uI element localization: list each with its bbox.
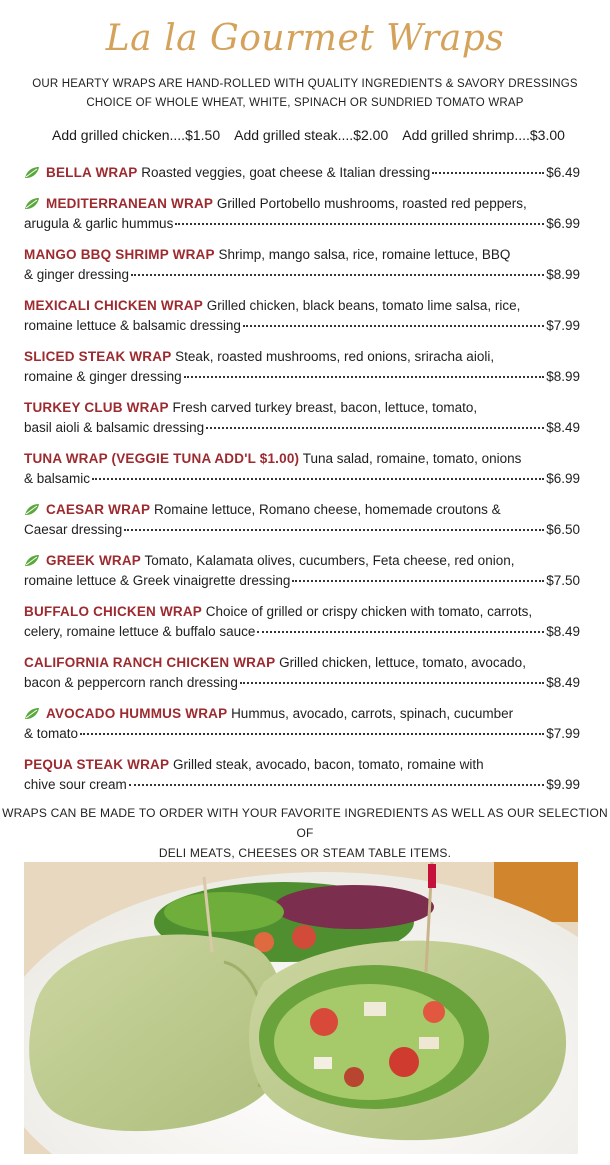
menu-item-price: $6.50 — [546, 522, 580, 537]
menu-item-desc-2: Caesar dressing — [24, 522, 123, 537]
menu-item — [24, 163, 580, 183]
menu-item-name: SLICED STEAK WRAP — [24, 349, 172, 364]
menu-item — [24, 602, 580, 642]
menu-item-desc-2: romaine lettuce & Greek vinaigrette dressing — [24, 573, 291, 588]
menu-item-desc-2: celery, romaine lettuce & buffalo sauce — [24, 624, 256, 639]
intro-line-2: CHOICE OF WHOLE WHEAT, WHITE, SPINACH OR SUNDRIED TOMATO WRAP — [86, 97, 524, 109]
wrap-photo-illustration — [24, 862, 578, 1154]
intro-text — [0, 75, 610, 113]
menu-item-desc-1: Grilled chicken, black beans, tomato lime salsa, rice, — [206, 298, 521, 313]
dot-leader — [124, 529, 544, 531]
menu-item-desc-1: Shrimp, mango salsa, rice, romaine lettuce, BBQ — [218, 247, 511, 262]
vegetarian-leaf-icon — [24, 503, 40, 516]
menu-item-name: MANGO BBQ SHRIMP WRAP — [24, 247, 215, 262]
menu-item — [24, 245, 580, 285]
menu-item-desc-1: Choice of grilled or crispy chicken with tomato, carrots, — [205, 604, 533, 619]
menu-item-desc-2: romaine lettuce & balsamic dressing — [24, 318, 241, 333]
menu-item-price: $8.99 — [546, 369, 580, 384]
menu-item-name: BELLA WRAP — [46, 165, 138, 180]
menu-item — [24, 347, 580, 387]
footer-line-2: DELI MEATS, CHEESES OR STEAM TABLE ITEMS. — [158, 846, 452, 860]
menu-item-price: $6.99 — [546, 216, 580, 231]
menu-item — [24, 296, 580, 336]
menu-item — [24, 500, 580, 540]
menu-item-price: $7.99 — [546, 726, 580, 741]
menu-item-name: TURKEY CLUB WRAP — [24, 400, 169, 415]
menu-item-name: AVOCADO HUMMUS WRAP — [46, 706, 228, 721]
menu-item-price: $7.99 — [546, 318, 580, 333]
menu-title: La la Gourmet Wraps — [105, 18, 505, 59]
menu-item-desc-2: & balsamic — [24, 471, 91, 486]
footer-line-1: WRAPS CAN BE MADE TO ORDER WITH YOUR FAVORITE INGREDIENTS AS WELL AS OUR SELECTION OF — [2, 806, 608, 840]
menu-item-price: $9.99 — [546, 777, 580, 792]
menu-item-price: $8.49 — [546, 624, 580, 639]
vegetarian-leaf-icon — [24, 166, 40, 179]
menu-item-desc-1: Tomato, Kalamata olives, cucumbers, Feta cheese, red onion, — [144, 553, 515, 568]
menu-item-price: $8.49 — [546, 675, 580, 690]
intro-line-1: OUR HEARTY WRAPS ARE HAND-ROLLED WITH QUALITY INGREDIENTS & SAVORY DRESSINGS — [32, 78, 578, 90]
addon-price: $1.50 — [185, 127, 221, 143]
wrap-photo — [24, 862, 578, 1154]
menu-item-desc-1: Tuna salad, romaine, tomato, onions — [302, 451, 522, 466]
vegetarian-leaf-icon — [24, 554, 40, 567]
dot-leader — [80, 733, 544, 735]
menu-item — [24, 704, 580, 744]
addon-price: $2.00 — [353, 127, 389, 143]
menu-item-desc-2: arugula & garlic hummus — [24, 216, 174, 231]
addon-label: Add grilled chicken — [52, 127, 170, 143]
dot-leader — [292, 580, 544, 582]
menu-item — [24, 653, 580, 693]
menu-list — [24, 163, 580, 806]
menu-item-desc-1: Hummus, avocado, carrots, spinach, cucumber — [231, 706, 514, 721]
vegetarian-leaf-icon — [24, 707, 40, 720]
menu-item-name: CALIFORNIA RANCH CHICKEN WRAP — [24, 655, 276, 670]
menu-item-desc-1: Romaine lettuce, Romano cheese, homemade croutons & — [153, 502, 501, 517]
menu-item — [24, 449, 580, 489]
addons-row — [52, 127, 579, 143]
menu-item-desc-2: romaine & ginger dressing — [24, 369, 182, 384]
addon-price: $3.00 — [529, 127, 565, 143]
menu-item-name: MEXICALI CHICKEN WRAP — [24, 298, 203, 313]
menu-item-price: $8.49 — [546, 420, 580, 435]
addon-0: Add grilled chicken....$1.50 — [52, 127, 221, 143]
vegetarian-leaf-icon — [24, 197, 40, 210]
addon-2: Add grilled shrimp....$3.00 — [402, 127, 565, 143]
dot-leader — [243, 325, 544, 327]
menu-item-desc-1: Steak, roasted mushrooms, red onions, sriracha aioli, — [175, 349, 495, 364]
menu-item-price: $6.99 — [546, 471, 580, 486]
menu-item-desc-1: Fresh carved turkey breast, bacon, lettuce, tomato, — [172, 400, 478, 415]
menu-item-desc-2: & ginger dressing — [24, 267, 130, 282]
menu-item-name: BUFFALO CHICKEN WRAP — [24, 604, 202, 619]
menu-item-desc-2: basil aioli & balsamic dressing — [24, 420, 205, 435]
menu-item-price: $8.99 — [546, 267, 580, 282]
menu-item — [24, 398, 580, 438]
dot-leader — [257, 631, 544, 633]
dot-leader — [131, 274, 544, 276]
footer-note — [0, 803, 610, 863]
menu-item-price: $7.50 — [546, 573, 580, 588]
dot-leader — [206, 427, 544, 429]
addon-1: Add grilled steak....$2.00 — [234, 127, 389, 143]
menu-item — [24, 551, 580, 591]
dot-leader — [129, 784, 544, 786]
menu-item-desc-2: bacon & peppercorn ranch dressing — [24, 675, 238, 690]
dot-leader — [240, 682, 544, 684]
menu-item-name: MEDITERRANEAN WRAP — [46, 196, 214, 211]
addon-label: Add grilled shrimp — [402, 127, 515, 143]
menu-item-name: CAESAR WRAP — [46, 502, 151, 517]
menu-item — [24, 194, 580, 234]
addon-label: Add grilled steak — [234, 127, 338, 143]
menu-item-desc-1: Grilled steak, avocado, bacon, tomato, romaine with — [172, 757, 484, 772]
menu-item-desc-2: & tomato — [24, 726, 79, 741]
menu-item-desc-1: Roasted veggies, goat cheese & Italian dressing — [141, 165, 431, 180]
menu-item-price: $6.49 — [546, 165, 580, 180]
menu-item-name: PEQUA STEAK WRAP — [24, 757, 170, 772]
menu-item-desc-2: chive sour cream — [24, 777, 127, 792]
menu-item-name: GREEK WRAP — [46, 553, 142, 568]
menu-item — [24, 755, 580, 795]
dot-leader — [175, 223, 544, 225]
menu-item-desc-1: Grilled chicken, lettuce, tomato, avocado, — [279, 655, 526, 670]
menu-item-name: TUNA WRAP (VEGGIE TUNA ADD'L $1.00) — [24, 451, 300, 466]
dot-leader — [184, 376, 545, 378]
dot-leader — [432, 172, 544, 174]
menu-item-desc-1: Grilled Portobello mushrooms, roasted red peppers, — [216, 196, 527, 211]
dot-leader — [92, 478, 544, 480]
